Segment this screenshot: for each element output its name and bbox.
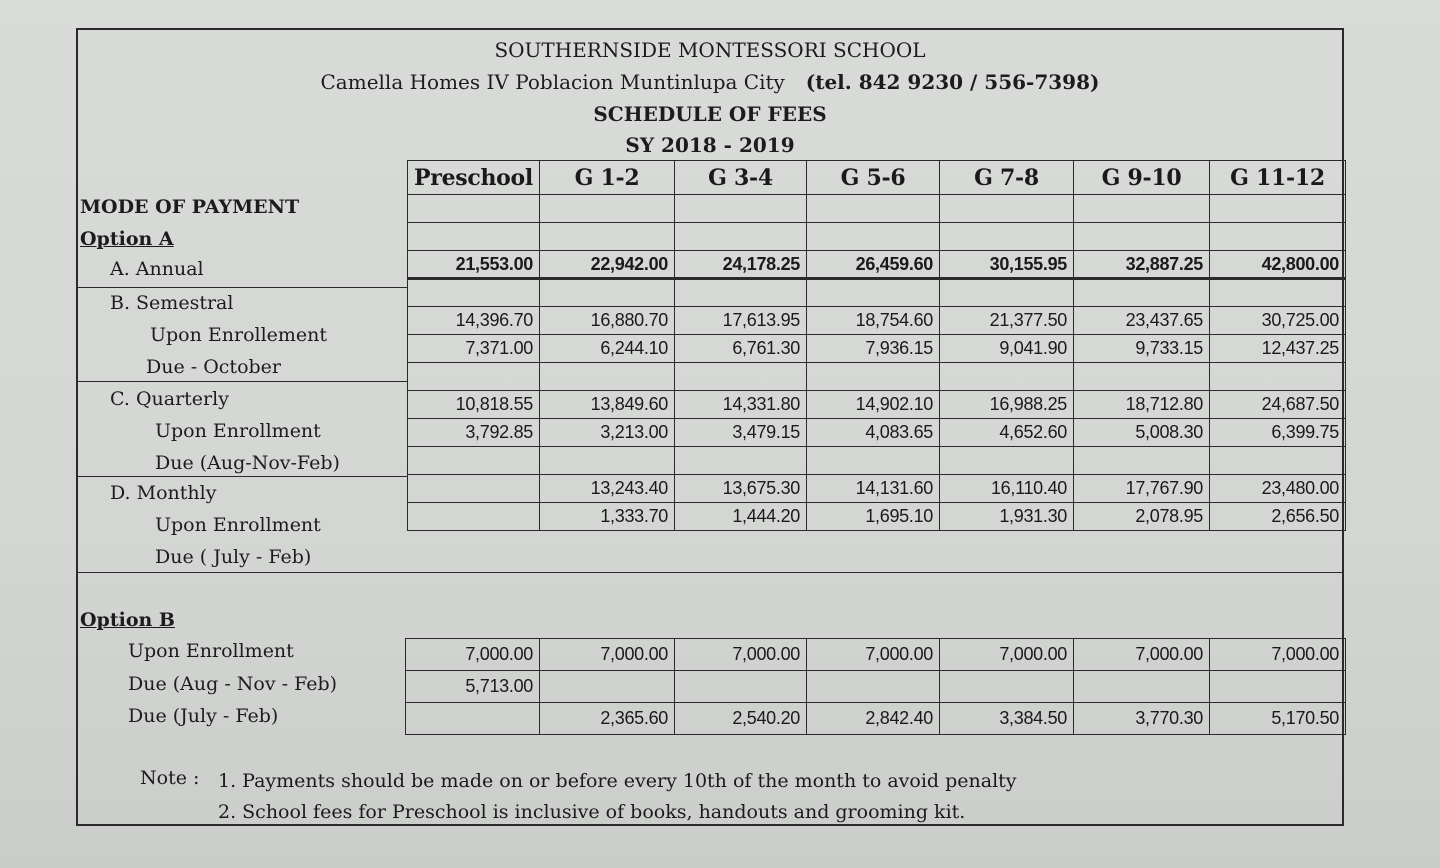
fee-cell: 21,553.00 xyxy=(408,251,540,279)
fee-cell: 14,396.70 xyxy=(408,307,540,335)
monthly-upon-label: Upon Enrollment xyxy=(155,514,321,536)
fee-cell: 6,399.75 xyxy=(1210,419,1346,447)
fee-cell: 30,725.00 xyxy=(1210,307,1346,335)
fee-cell: 1,444.20 xyxy=(675,503,807,531)
semestral-due-label: Due - October xyxy=(146,356,281,378)
blank-row xyxy=(408,223,1346,251)
fee-cell: 14,902.10 xyxy=(807,391,940,419)
monthly-due-row xyxy=(408,503,1346,531)
fee-cell: 6,244.10 xyxy=(540,335,675,363)
school-name: SOUTHERNSIDE MONTESSORI SCHOOL xyxy=(494,38,926,62)
semestral-label: B. Semestral xyxy=(110,292,234,314)
option-b-label: Option B xyxy=(80,609,175,631)
monthly-upon-row xyxy=(408,475,1346,503)
fee-cell: 2,842.40 xyxy=(807,703,940,735)
separator-line xyxy=(78,287,408,288)
grade-header-row xyxy=(408,161,1346,195)
separator-line xyxy=(78,572,1342,573)
fee-cell: 1,931.30 xyxy=(940,503,1074,531)
note-2: 2. School fees for Preschool is inclusive of books, handouts and grooming kit. xyxy=(218,801,966,823)
fee-cell: 7,936.15 xyxy=(807,335,940,363)
fee-cell: 1,695.10 xyxy=(807,503,940,531)
fee-cell: 1,333.70 xyxy=(540,503,675,531)
fee-cell: 26,459.60 xyxy=(807,251,940,279)
fee-cell: 7,000.00 xyxy=(406,639,540,671)
fee-cell: 13,243.40 xyxy=(540,475,675,503)
quarterly-upon-row xyxy=(408,391,1346,419)
fee-cell xyxy=(1210,671,1346,703)
fee-cell: 9,733.15 xyxy=(1074,335,1210,363)
fee-cell: 5,008.30 xyxy=(1074,419,1210,447)
document-title: SCHEDULE OF FEES xyxy=(593,102,827,126)
fee-cell: 6,761.30 xyxy=(675,335,807,363)
quarterly-label: C. Quarterly xyxy=(110,388,229,410)
col-header: G 5-6 xyxy=(807,161,940,195)
fee-cell: 42,800.00 xyxy=(1210,251,1346,279)
school-tel: (tel. 842 9230 / 556-7398) xyxy=(805,70,1100,94)
option-a-label: Option A xyxy=(80,228,174,250)
fee-cell: 7,000.00 xyxy=(540,639,675,671)
fee-cell xyxy=(540,671,675,703)
fee-cell xyxy=(408,503,540,531)
note-1: 1. Payments should be made on or before every 10th of the month to avoid penalty xyxy=(218,770,1017,792)
school-address: Camella Homes IV Poblacion Muntinlupa City xyxy=(320,70,785,94)
annual-label: A. Annual xyxy=(110,258,204,280)
col-header: Preschool xyxy=(408,161,540,195)
fee-cell: 2,365.60 xyxy=(540,703,675,735)
col-header: G 1-2 xyxy=(540,161,675,195)
fee-cell: 18,754.60 xyxy=(807,307,940,335)
monthly-due-label: Due ( July - Feb) xyxy=(155,546,312,568)
option-b-due1-row xyxy=(406,671,1346,703)
option-b-due1-label: Due (Aug - Nov - Feb) xyxy=(128,673,338,695)
monthly-label: D. Monthly xyxy=(110,482,217,504)
col-header: G 11-12 xyxy=(1210,161,1346,195)
fee-cell: 7,000.00 xyxy=(675,639,807,671)
fee-cell: 13,675.30 xyxy=(675,475,807,503)
fee-cell: 5,713.00 xyxy=(406,671,540,703)
fee-cell: 16,988.25 xyxy=(940,391,1074,419)
fee-cell: 32,887.25 xyxy=(1074,251,1210,279)
blank-row xyxy=(408,447,1346,475)
fee-cell: 17,767.90 xyxy=(1074,475,1210,503)
fee-cell: 2,540.20 xyxy=(675,703,807,735)
col-header: G 3-4 xyxy=(675,161,807,195)
col-header: G 9-10 xyxy=(1074,161,1210,195)
option-b-due2-row xyxy=(406,703,1346,735)
fee-cell: 7,000.00 xyxy=(1210,639,1346,671)
school-address-line xyxy=(76,70,1344,94)
fee-cell: 12,437.25 xyxy=(1210,335,1346,363)
fee-cell: 14,331.80 xyxy=(675,391,807,419)
semestral-upon-row xyxy=(408,307,1346,335)
fee-cell xyxy=(1074,671,1210,703)
fee-cell xyxy=(807,671,940,703)
fee-cell: 5,170.50 xyxy=(1210,703,1346,735)
fee-cell: 24,687.50 xyxy=(1210,391,1346,419)
option-b-due2-label: Due (July - Feb) xyxy=(128,705,279,727)
quarterly-due-label: Due (Aug-Nov-Feb) xyxy=(155,452,340,474)
fee-cell: 24,178.25 xyxy=(675,251,807,279)
quarterly-due-row xyxy=(408,419,1346,447)
fee-cell: 30,155.95 xyxy=(940,251,1074,279)
semestral-upon-label: Upon Enrollement xyxy=(150,324,328,346)
option-b-upon-row xyxy=(406,639,1346,671)
quarterly-upon-label: Upon Enrollment xyxy=(155,420,321,442)
fee-cell: 22,942.00 xyxy=(540,251,675,279)
fee-cell: 23,480.00 xyxy=(1210,475,1346,503)
fee-cell: 3,770.30 xyxy=(1074,703,1210,735)
fee-cell xyxy=(675,671,807,703)
fee-cell: 3,792.85 xyxy=(408,419,540,447)
annual-row xyxy=(408,251,1346,279)
option-a-fee-table xyxy=(407,160,1346,531)
mode-of-payment-label: MODE OF PAYMENT xyxy=(80,196,300,218)
fee-cell: 16,110.40 xyxy=(940,475,1074,503)
col-header: G 7-8 xyxy=(940,161,1074,195)
note-label: Note : xyxy=(140,767,200,789)
fee-cell: 2,078.95 xyxy=(1074,503,1210,531)
fee-cell: 3,213.00 xyxy=(540,419,675,447)
fee-cell: 2,656.50 xyxy=(1210,503,1346,531)
fee-cell: 7,371.00 xyxy=(408,335,540,363)
school-year: SY 2018 - 2019 xyxy=(625,133,795,157)
fee-cell: 18,712.80 xyxy=(1074,391,1210,419)
fee-cell xyxy=(408,475,540,503)
fee-cell: 17,613.95 xyxy=(675,307,807,335)
option-b-upon-label: Upon Enrollment xyxy=(128,640,294,662)
option-b-fee-table xyxy=(405,638,1346,735)
fee-cell: 14,131.60 xyxy=(807,475,940,503)
fee-cell: 21,377.50 xyxy=(940,307,1074,335)
fee-cell: 4,083.65 xyxy=(807,419,940,447)
separator-line xyxy=(78,381,408,382)
blank-row xyxy=(408,279,1346,307)
fee-cell: 4,652.60 xyxy=(940,419,1074,447)
blank-row xyxy=(408,195,1346,223)
semestral-due-row xyxy=(408,335,1346,363)
fee-cell: 9,041.90 xyxy=(940,335,1074,363)
separator-line xyxy=(78,476,408,477)
fee-cell: 3,479.15 xyxy=(675,419,807,447)
fee-cell: 7,000.00 xyxy=(1074,639,1210,671)
fee-cell xyxy=(940,671,1074,703)
fee-cell: 3,384.50 xyxy=(940,703,1074,735)
fee-cell: 23,437.65 xyxy=(1074,307,1210,335)
fee-cell: 13,849.60 xyxy=(540,391,675,419)
fee-cell: 10,818.55 xyxy=(408,391,540,419)
fee-cell xyxy=(406,703,540,735)
fee-cell: 7,000.00 xyxy=(807,639,940,671)
blank-row xyxy=(408,363,1346,391)
fee-cell: 16,880.70 xyxy=(540,307,675,335)
fee-cell: 7,000.00 xyxy=(940,639,1074,671)
